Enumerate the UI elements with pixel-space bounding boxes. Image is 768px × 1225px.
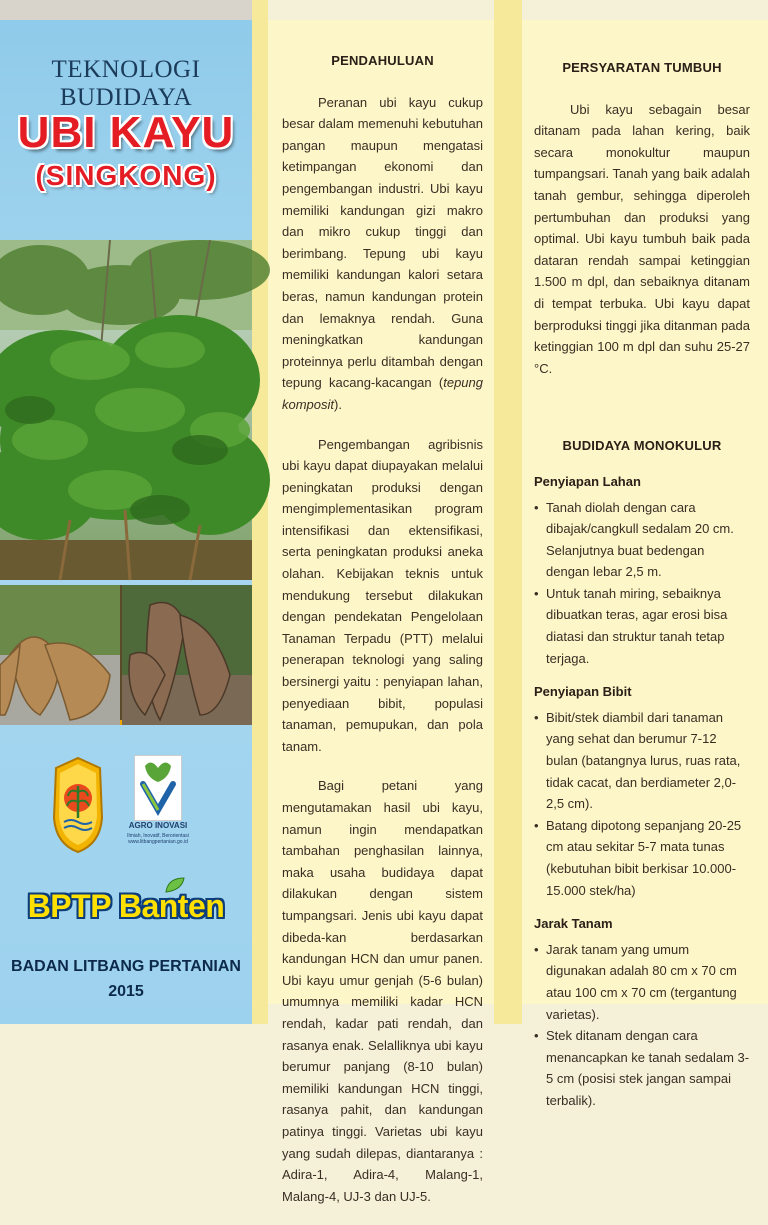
publication-year: 2015 xyxy=(108,983,144,1000)
section-spacer xyxy=(534,397,750,435)
pendahuluan-paragraph-1 xyxy=(282,92,483,416)
panel-fold xyxy=(494,0,522,1024)
persyaratan-paragraph: Ubi kayu sebagain besar ditanam pada lahan kering, baik secara monokultur maupun tumpangsari. Tanah yang baik adalah tanah gembur, sehingga diperoleh pertumbuhan dan produksi yang optimal. Ubi kayu tumbuh baik pada dataran rendah sampai ketinggian 1.500 m dpl, dan sebaiknya ditanam di tempat terbuka. Ubi kayu dapat berproduksi tinggi jika ditanman pada ketinggian 100 m dpl dan suhu 25-27 °C. xyxy=(534,101,750,376)
agency-name: BADAN LITBANG PERTANIAN xyxy=(11,958,241,975)
list-item: • Jarak tanam yang umum digunakan adalah 80 cm x 70 cm atau 100 cm x 70 cm (tergantung varietas). xyxy=(534,939,750,1025)
list-item: • Tanah diolah dengan cara dibajak/cangkull sedalam 20 cm. Selanjutnya buat bedengan dengan lebar 2,5 m. xyxy=(534,497,750,583)
list-item: • Stek ditanam dengan cara menancapkan ke tanah sedalam 3-5 cm (posisi stek jangan sampai terbalik). xyxy=(534,1025,750,1111)
cassava-plant-photo xyxy=(0,240,252,580)
cover-panel xyxy=(0,20,252,1024)
pendahuluan-p1-end: ). xyxy=(334,396,342,412)
pendahuluan-heading: PENDAHULUAN xyxy=(331,53,434,68)
pendahuluan-paragraph-2: Pengembangan agribisnis ubi kayu dapat diupayakan melalui peningkatan produksi dengan mengimplementasikan program intensifikasi dan ektensifikasi, serta peningkatan produksi aneka olahan. Kebijakan teknis untuk mendukung tersebut dilakukan dengan pendekatan Pengelolaan Tanaman Terpadu (PTT) melalui penerapan teknologi yang saling bersinergi yaitu : penyiapan lahan, penyediaan bibit, populasi tanaman, pemupukan, dan pola tanam. xyxy=(282,436,483,754)
cassava-root-photos xyxy=(0,585,252,725)
pendahuluan-column xyxy=(282,50,483,1225)
agro-inovasi-logo xyxy=(127,755,189,867)
institution-name: BPTP Banten xyxy=(27,888,225,924)
penyiapan-bibit-list xyxy=(534,707,750,901)
list-item: • Bibit/stek diambil dari tanaman yang sehat dan berumur 7-12 bulan (batangnya lurus, ruas rata, tidak cacat, dan berdiameter 2,0-2,5 cm). xyxy=(534,707,750,815)
cover-main-title: UBI KAYU xyxy=(17,108,235,157)
persyaratan-heading: PERSYARATAN TUMBUH xyxy=(562,60,722,75)
penyiapan-bibit-heading: Penyiapan Bibit xyxy=(534,684,632,700)
cover-subtitle: (SINGKONG) xyxy=(35,160,217,191)
pendahuluan-paragraph-3: Bagi petani yang mengutamakan hasil ubi kayu, namun ingin mendapatkan tambahan penghasilan lainnya, maka usaha budidaya dapat dilakukan dengan sistem tumpangsari. Jenis ubi kayu dapat dibeda-kan berdasarkan kandungan HCN dan umur panen. Ubi kayu umur genjah (5-6 bulan) umumnya memiliki kadar HCN rendah, kadar pati rendah, dan rasanya enak. Selalliknya ubi kayu berumur panjang (8-10 bulan) memiliki kandungan HCN tinggi, rasanya pahit, dan kandungan patinya tinggi. Varietas ubi kayu yang sudah dilepas, diantaranya : Adira-1, Adira-4, Malang-1, Malang-4, UJ-3 dan UJ-5. xyxy=(282,778,483,1204)
pendahuluan-p1-text: Peranan ubi kayu cukup besar dalam memenuhi kebutuhan pangan maupun mengatasi ketimpangan ekonomi dan pengembangan industri. Ubi kayu memiliki kandungan gizi makro dan mikro cukup tinggi dan berimbang. Tepung ubi kayu memiliki kandungan kalori setara beras, namun kandungan protein dan lemaknya rendah. Guna meningkatkan kandungan proteinnya perlu ditambah dengan tepung kacang-kacangan ( xyxy=(282,94,483,391)
list-item: • Untuk tanah miring, sebaiknya dibuatkan teras, agar erosi bisa diatasi dan struktur tanah tetap terjaga. xyxy=(534,583,750,669)
agro-inovasi-tagline: Ilmiah, Inovatif, Berorientasi www.litbangpertanian.go.id xyxy=(127,833,189,845)
jarak-tanam-list xyxy=(534,939,750,1112)
pendahuluan-p1-italic: tepung komposit xyxy=(282,375,483,412)
cover-top-edge xyxy=(0,0,252,20)
agro-inovasi-label: AGRO INOVASI xyxy=(128,821,188,830)
persyaratan-column xyxy=(534,57,750,1124)
penyiapan-lahan-list xyxy=(534,497,750,670)
jarak-tanam-heading: Jarak Tanam xyxy=(534,916,613,932)
cover-title: TEKNOLOGI BUDIDAYA xyxy=(51,56,201,111)
ministry-logo xyxy=(52,756,104,854)
budidaya-heading: BUDIDAYA MONOKULUR xyxy=(562,438,722,454)
penyiapan-lahan-heading: Penyiapan Lahan xyxy=(534,473,641,489)
list-item: • Batang dipotong sepanjang 20-25 cm atau sekitar 5-7 mata tunas (kebutuhan bibit berkisar 10.000-15.000 stek/ha) xyxy=(534,815,750,901)
